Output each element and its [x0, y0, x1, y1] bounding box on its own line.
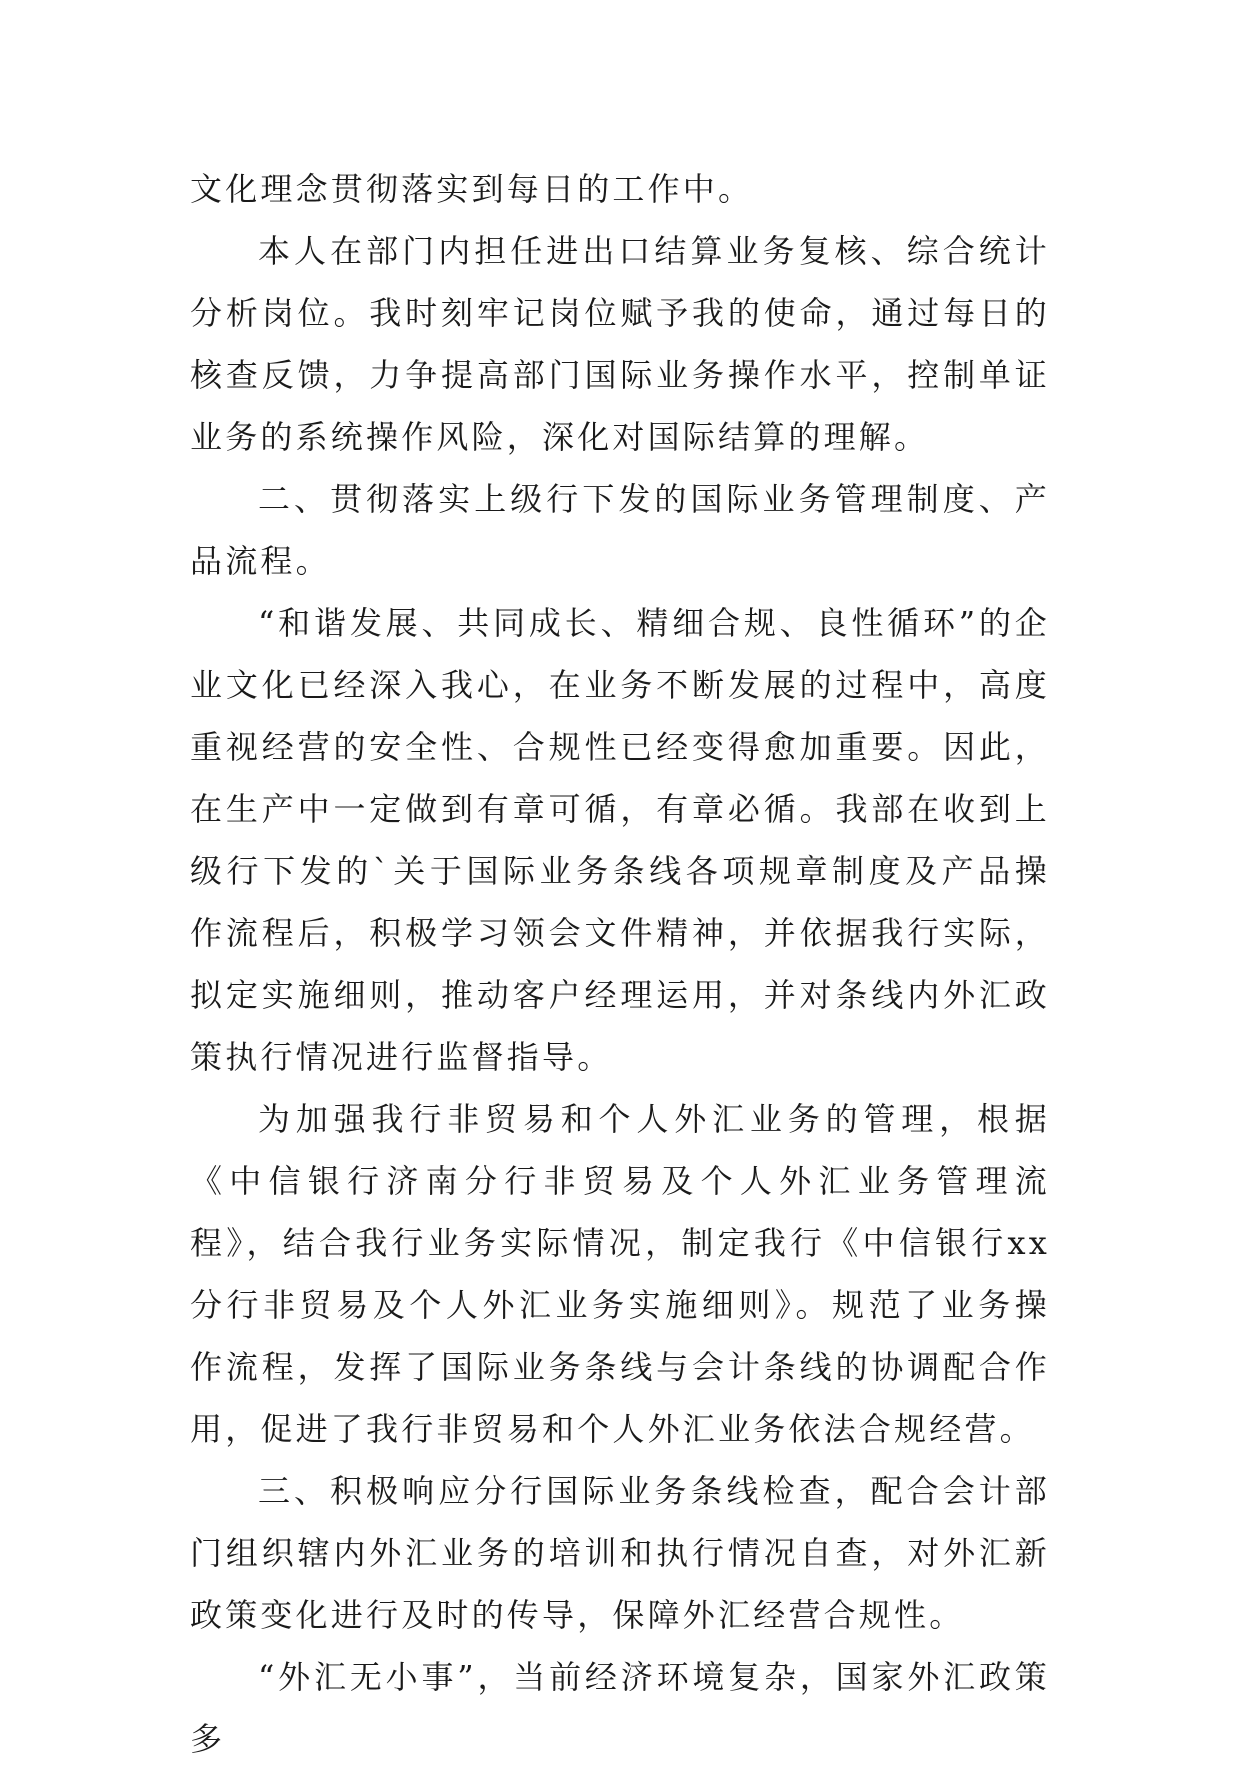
paragraph-3: “和谐发展、共同成长、精细合规、良性循环”的企业文化已经深入我心，在业务不断发展的过程中，高度重视经营的安全性、合规性已经变得愈加重要。因此，在生产中一定做到有章可循，有章必循。我部在收到上级行下发的`关于国际业务条线各项规章制度及产品操作流程后，积极学习领会文件精神，并依据我行实际，拟定实施细则，推动客户经理运用，并对条线内外汇政策执行情况进行监督指导。 — [190, 604, 1050, 1076]
section-heading-2: 二、贯彻落实上级行下发的国际业务管理制度、产品流程。 — [190, 480, 1050, 580]
section-heading-3: 三、积极响应分行国际业务条线检查，配合会计部门组织辖内外汇业务的培训和执行情况自查，对外汇新政策变化进行及时的传导，保障外汇经营合规性。 — [190, 1472, 1050, 1634]
paragraph-4: 为加强我行非贸易和个人外汇业务的管理，根据《中信银行济南分行非贸易及个人外汇业务管理流程》，结合我行业务实际情况，制定我行《中信银行xx分行非贸易及个人外汇业务实施细则》。规范了业务操作流程，发挥了国际业务条线与会计条线的协调配合作用，促进了我行非贸易和个人外汇业务依法合规经营。 — [190, 1100, 1050, 1448]
paragraph-2: 本人在部门内担任进出口结算业务复核、综合统计分析岗位。我时刻牢记岗位赋予我的使命，通过每日的核查反馈，力争提高部门国际业务操作水平，控制单证业务的系统操作风险，深化对国际结算的理解。 — [190, 232, 1050, 456]
paragraph-5: “外汇无小事”，当前经济环境复杂，国家外汇政策多 — [190, 1658, 1050, 1758]
document-body — [190, 158, 1050, 1770]
paragraph-1: 文化理念贯彻落实到每日的工作中。 — [190, 170, 754, 208]
